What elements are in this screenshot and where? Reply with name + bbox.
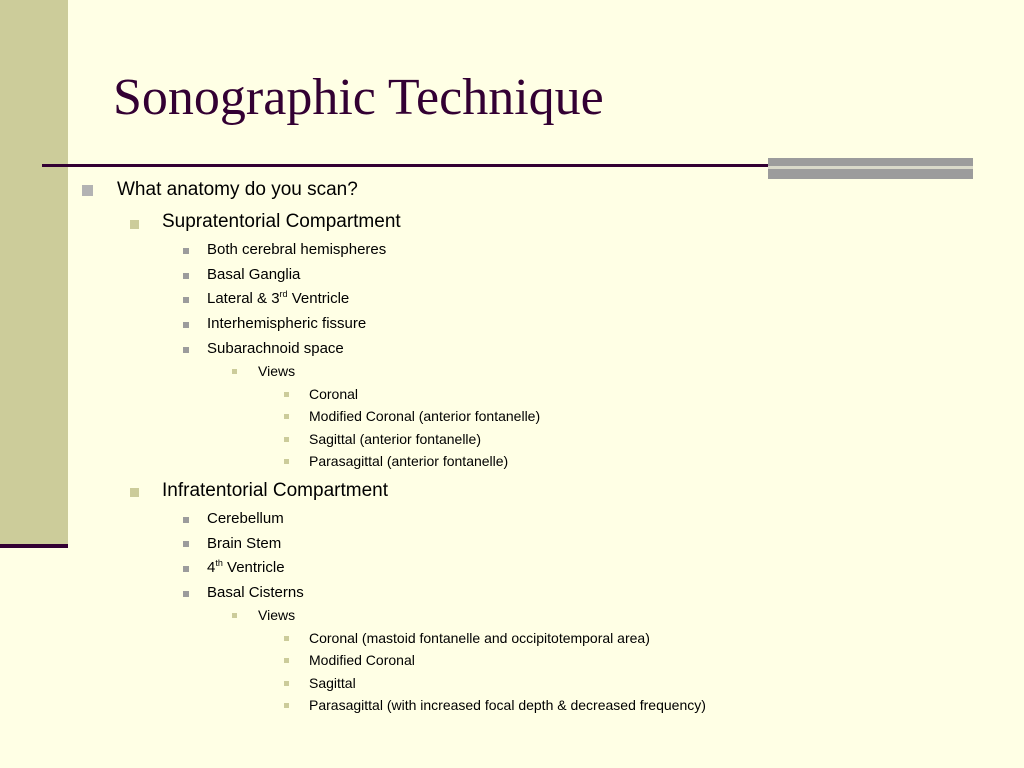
square-bullet-icon (183, 591, 189, 597)
square-bullet-icon (183, 297, 189, 303)
square-bullet-icon (130, 220, 139, 229)
square-bullet-icon (232, 613, 237, 618)
square-bullet-icon (183, 347, 189, 353)
square-bullet-icon (284, 392, 289, 397)
square-bullet-icon (183, 566, 189, 572)
square-bullet-icon (284, 459, 289, 464)
square-bullet-icon (183, 517, 189, 523)
square-bullet-icon (284, 636, 289, 641)
square-bullet-icon (183, 273, 189, 279)
square-bullet-icon (284, 658, 289, 663)
lateral-ventricle-text: Lateral & 3rd Ventricle (207, 289, 350, 307)
square-bullet-icon (232, 369, 237, 374)
square-bullet-icon (284, 703, 289, 708)
square-bullet-icon (82, 185, 93, 196)
fourth-ventricle-text: 4th Ventricle (207, 558, 285, 576)
slide-title: Sonographic Technique (113, 69, 604, 126)
square-bullet-icon (284, 414, 289, 419)
square-bullet-icon (130, 488, 139, 497)
square-bullet-icon (284, 681, 289, 686)
square-bullet-icon (183, 322, 189, 328)
square-bullet-icon (183, 541, 189, 547)
slide-body: What anatomy do you scan? Supratentorial Compartment Both cerebral hemispheres Basal Ganglia Lateral & 3rd Ventricle Interhemispheric fissure Subarachnoid space Views Coronal Modified Coronal (anterior fontanelle) Sagittal (anterior fontanelle) Parasagittal (anterior fontanelle) Infratentorial Compartment Cerebellum Brain Stem 4th Ventricle Basal Cisterns Views Coronal (mastoid fontanelle and occipitotemporal area) Modified Coronal Sagittal Parasagittal (with increased focal depth & decreased frequency) (0, 0, 1024, 768)
square-bullet-icon (183, 248, 189, 254)
square-bullet-icon (284, 437, 289, 442)
